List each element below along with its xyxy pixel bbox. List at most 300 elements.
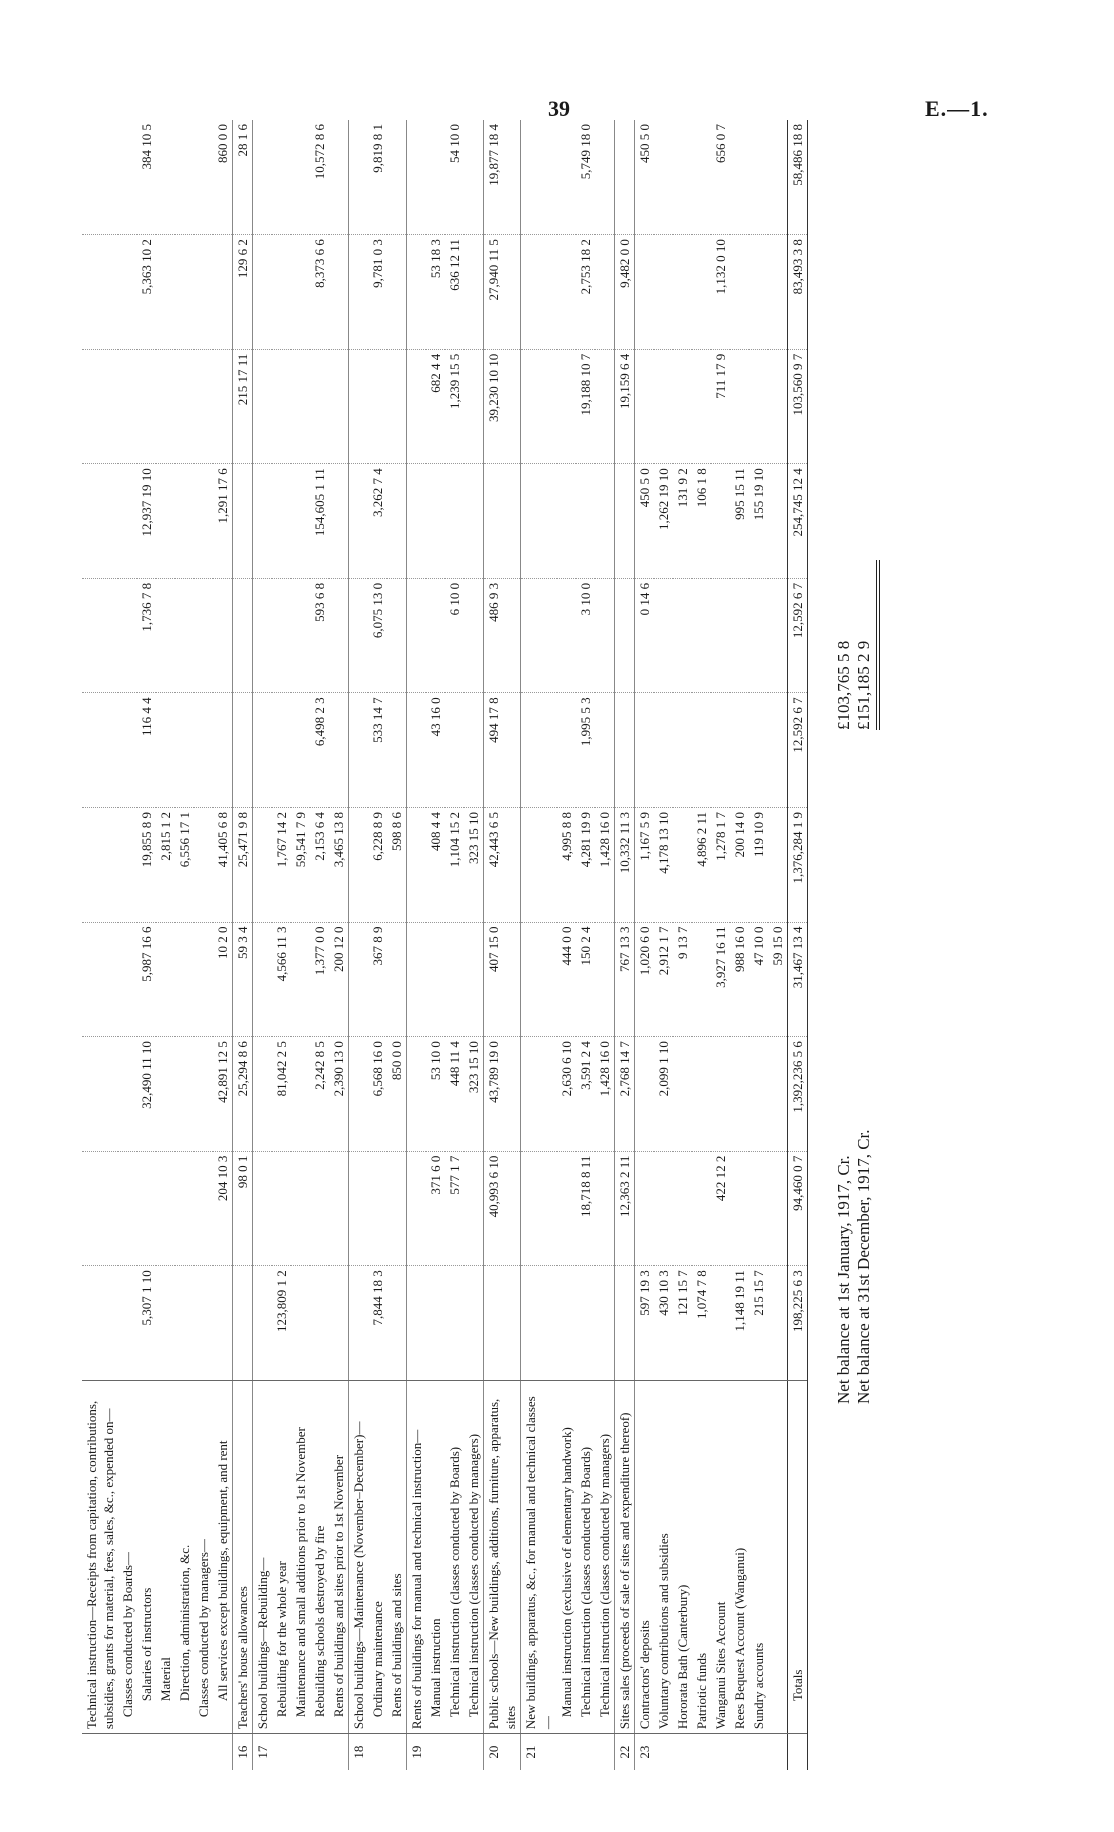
amount-cell xyxy=(407,1151,427,1266)
amount-cell xyxy=(521,1266,558,1381)
row-description: Sundry accounts xyxy=(749,1380,768,1733)
amount-cell xyxy=(387,235,407,350)
amount-cell: 1,995 5 3 xyxy=(576,693,595,808)
amount-cell xyxy=(349,693,369,808)
amount-cell: 215 15 7 xyxy=(749,1266,768,1381)
rotated-table-container xyxy=(82,120,982,1770)
amount-cell xyxy=(387,349,407,464)
amount-cell xyxy=(749,693,768,808)
amount-cell xyxy=(118,464,137,579)
amount-cell: 450 5 0 xyxy=(635,120,655,235)
amount-cell xyxy=(749,235,768,350)
amount-cell: 486 9 3 xyxy=(484,578,521,693)
amount-cell xyxy=(730,235,749,350)
amount-cell: 593 6 8 xyxy=(310,578,329,693)
amount-cell xyxy=(692,120,711,235)
amount-cell: 40,993 6 10 xyxy=(484,1151,521,1266)
amount-cell xyxy=(654,349,673,464)
amount-cell xyxy=(521,464,558,579)
totals-amount-cell: 94,460 0 7 xyxy=(788,1151,808,1266)
amount-cell xyxy=(82,1266,118,1381)
amount-cell xyxy=(521,693,558,808)
amount-cell: 2,099 1 10 xyxy=(654,1037,673,1152)
amount-cell xyxy=(673,235,692,350)
amount-cell xyxy=(310,349,329,464)
amount-cell xyxy=(768,1151,788,1266)
amount-cell xyxy=(175,235,194,350)
amount-cell xyxy=(194,120,213,235)
amount-cell: 577 1 7 xyxy=(445,1151,464,1266)
table-row xyxy=(118,120,137,1770)
amount-cell xyxy=(82,693,118,808)
totals-amount-cell: 83,493 3 8 xyxy=(788,235,808,350)
amount-cell xyxy=(654,120,673,235)
row-description: Voluntary contributions and subsidies xyxy=(654,1380,673,1733)
amount-cell xyxy=(464,235,484,350)
amount-cell: 9,819 8 1 xyxy=(370,124,385,173)
amount-cell: 59 15 0 xyxy=(768,922,788,1037)
amount-cell xyxy=(175,693,194,808)
amount-cell xyxy=(349,1037,369,1152)
amount-cell xyxy=(730,349,749,464)
totals-amount-cell: 198,225 6 3 xyxy=(788,1266,808,1381)
amount-cell: 682 4 4 xyxy=(426,349,445,464)
amount-cell xyxy=(445,1266,464,1381)
amount-cell: 129 6 2 xyxy=(233,235,253,350)
amount-cell xyxy=(768,1266,788,1381)
amount-cell: 3,262 7 4 xyxy=(368,464,387,579)
totals-label: Totals xyxy=(788,1380,808,1733)
amount-cell xyxy=(194,235,213,350)
amount-cell xyxy=(635,1151,655,1266)
row-description: Rees Bequest Account (Wanganui) xyxy=(730,1380,749,1733)
amount-cell xyxy=(118,807,137,922)
table-row xyxy=(557,120,576,1770)
amount-cell xyxy=(387,1151,407,1266)
balance-value-end: £151,185 2 9 xyxy=(854,640,873,730)
amount-cell: 150 2 4 xyxy=(576,922,595,1037)
row-number: 16 xyxy=(233,1734,253,1770)
amount-cell: 430 10 3 xyxy=(654,1266,673,1381)
amount-cell: 450 5 0 xyxy=(635,464,655,579)
row-number xyxy=(156,1734,175,1770)
amount-cell xyxy=(464,120,484,235)
amount-cell xyxy=(692,578,711,693)
amount-cell: 54 10 0 xyxy=(447,124,462,163)
amount-cell xyxy=(349,578,369,693)
amount-cell xyxy=(82,807,118,922)
amount-cell xyxy=(692,922,711,1037)
amount-cell: 2,242 8 5 xyxy=(310,1037,329,1152)
balance-value-start: £103,765 5 8 xyxy=(834,640,853,730)
amount-cell: 18,718 8 11 xyxy=(576,1151,595,1266)
amount-cell xyxy=(175,120,194,235)
amount-cell xyxy=(253,235,273,350)
amount-cell xyxy=(329,235,349,350)
table-row xyxy=(595,120,615,1770)
row-description: Contractors' deposits xyxy=(635,1380,655,1733)
amount-cell: 25,471 9 8 xyxy=(233,807,253,922)
amount-cell xyxy=(194,922,213,1037)
amount-cell: 121 15 7 xyxy=(673,1266,692,1381)
row-number: 22 xyxy=(615,1734,635,1770)
amount-cell xyxy=(768,120,788,235)
amount-cell xyxy=(213,693,233,808)
amount-cell xyxy=(253,1151,273,1266)
amount-cell xyxy=(521,120,558,235)
row-description: Direction, administration, &c. xyxy=(175,1380,194,1733)
amount-cell xyxy=(137,349,156,464)
amount-cell: 116 4 4 xyxy=(137,693,156,808)
amount-cell xyxy=(464,578,484,693)
row-number: 21 xyxy=(521,1734,558,1770)
amount-cell xyxy=(291,578,310,693)
amount-cell xyxy=(156,922,175,1037)
amount-cell xyxy=(595,120,615,235)
row-description: Classes conducted by managers— xyxy=(194,1380,213,1733)
amount-cell xyxy=(595,464,615,579)
balance-label-end: Net balance at 31st December, 1917, Cr. xyxy=(854,1129,873,1404)
amount-cell xyxy=(349,807,369,922)
amount-cell xyxy=(595,235,615,350)
amount-cell xyxy=(156,464,175,579)
table-row xyxy=(654,120,673,1770)
amount-cell: 1,428 16 0 xyxy=(595,807,615,922)
amount-cell xyxy=(118,120,137,235)
amount-cell xyxy=(557,1266,576,1381)
amount-cell xyxy=(464,693,484,808)
amount-cell xyxy=(749,578,768,693)
row-description: Manual instruction (exclusive of elementary handwork) xyxy=(557,1380,576,1733)
amount-cell xyxy=(175,464,194,579)
amount-cell xyxy=(768,578,788,693)
amount-cell xyxy=(673,1037,692,1152)
row-number xyxy=(576,1734,595,1770)
amount-cell: 448 11 4 xyxy=(445,1037,464,1152)
amount-cell xyxy=(557,1151,576,1266)
amount-cell xyxy=(387,693,407,808)
amount-cell: 636 12 11 xyxy=(445,235,464,350)
amount-cell xyxy=(175,1037,194,1152)
amount-cell xyxy=(521,1037,558,1152)
row-number: 18 xyxy=(349,1734,369,1770)
table-row xyxy=(576,120,595,1770)
amount-cell xyxy=(730,578,749,693)
amount-cell xyxy=(692,693,711,808)
amount-cell xyxy=(329,578,349,693)
row-number xyxy=(175,1734,194,1770)
amount-cell xyxy=(635,349,655,464)
amount-cell: 6,498 2 3 xyxy=(310,693,329,808)
amount-cell xyxy=(576,464,595,579)
balance-label-start: Net balance at 1st January, 1917, Cr. xyxy=(834,1155,853,1404)
amount-cell xyxy=(387,1266,407,1381)
amount-cell: 2,753 18 2 xyxy=(576,235,595,350)
table-row xyxy=(213,120,233,1770)
amount-cell xyxy=(673,1151,692,1266)
amount-cell: 4,896 2 11 xyxy=(692,807,711,922)
amount-cell xyxy=(595,578,615,693)
amount-cell xyxy=(464,349,484,464)
amount-cell xyxy=(768,1037,788,1152)
amount-cell: 4,281 19 9 xyxy=(576,807,595,922)
amount-cell: 9,781 0 3 xyxy=(368,235,387,350)
amount-cell: 1,167 5 9 xyxy=(635,807,655,922)
amount-cell xyxy=(521,922,558,1037)
row-number: 17 xyxy=(253,1734,273,1770)
amount-cell xyxy=(654,578,673,693)
amount-cell xyxy=(194,807,213,922)
amount-cell xyxy=(194,578,213,693)
amount-cell xyxy=(253,807,273,922)
row-number xyxy=(595,1734,615,1770)
amount-cell xyxy=(654,693,673,808)
amount-cell xyxy=(156,1037,175,1152)
amount-cell xyxy=(445,464,464,579)
amount-cell: 98 0 1 xyxy=(233,1151,253,1266)
amount-cell: 9 13 7 xyxy=(673,922,692,1037)
amount-cell xyxy=(407,807,427,922)
amount-cell: 43 16 0 xyxy=(426,693,445,808)
amount-cell xyxy=(730,1151,749,1266)
table-row xyxy=(484,120,521,1770)
row-description: School buildings—Maintenance (November–December)— xyxy=(349,1380,369,1733)
amount-cell xyxy=(253,349,273,464)
amount-cell xyxy=(272,349,291,464)
table-row xyxy=(635,120,655,1770)
amount-cell: 2,815 1 2 xyxy=(156,807,175,922)
amount-cell: 1,291 17 6 xyxy=(213,464,233,579)
amount-cell: 19,877 18 4 xyxy=(484,120,521,235)
row-number xyxy=(768,1734,788,1770)
row-number xyxy=(368,1734,387,1770)
amount-cell: 6,568 16 0 xyxy=(368,1037,387,1152)
amount-cell xyxy=(711,1037,730,1152)
amount-cell: 19,188 10 7 xyxy=(576,349,595,464)
amount-cell: 123,809 1 2 xyxy=(272,1266,291,1381)
row-description: Classes conducted by Boards— xyxy=(118,1380,137,1733)
row-description: New buildings, apparatus, &c., for manual and technical classes— xyxy=(521,1380,558,1733)
amount-cell xyxy=(521,578,558,693)
amount-cell xyxy=(272,120,291,235)
amount-cell xyxy=(349,120,369,235)
amount-cell xyxy=(521,807,558,922)
table-row xyxy=(310,120,329,1770)
amount-cell xyxy=(635,235,655,350)
amount-cell xyxy=(82,120,118,235)
row-description: Rebuilding schools destroyed by fire xyxy=(310,1380,329,1733)
amount-cell: 8,373 6 6 xyxy=(310,235,329,350)
totals-amount-cell: 254,745 12 4 xyxy=(788,464,808,579)
amount-cell: 711 17 9 xyxy=(711,349,730,464)
row-description: Maintenance and small additions prior to 1st November xyxy=(291,1380,310,1733)
totals-amount-cell: 58,486 18 8 xyxy=(788,120,808,235)
row-description: Technical instruction (classes conducted by managers) xyxy=(595,1380,615,1733)
row-number xyxy=(82,1734,118,1770)
amount-cell xyxy=(118,235,137,350)
amount-cell: 1,428 16 0 xyxy=(595,1037,615,1152)
amount-cell xyxy=(82,578,118,693)
table-row xyxy=(272,120,291,1770)
amount-cell: 323 15 10 xyxy=(464,1037,484,1152)
amount-cell: 10 2 0 xyxy=(213,922,233,1037)
amount-cell: 3,591 2 4 xyxy=(576,1037,595,1152)
row-description: School buildings—Rebuilding— xyxy=(253,1380,273,1733)
amount-cell xyxy=(118,1037,137,1152)
row-description: Technical instruction (classes conducted by Boards) xyxy=(576,1380,595,1733)
row-number xyxy=(730,1734,749,1770)
amount-cell xyxy=(521,349,558,464)
amount-cell: 59 3 4 xyxy=(233,922,253,1037)
amount-cell: 1,020 6 0 xyxy=(635,922,655,1037)
amount-cell: 860 0 0 xyxy=(215,124,230,163)
amount-cell xyxy=(118,1266,137,1381)
amount-cell: 9,482 0 0 xyxy=(615,235,635,350)
amount-cell: 215 17 11 xyxy=(233,349,253,464)
amount-cell xyxy=(329,693,349,808)
row-number xyxy=(692,1734,711,1770)
row-description: Technical instruction (classes conducted by Boards) xyxy=(445,1380,464,1733)
amount-cell xyxy=(175,1151,194,1266)
amount-cell: 200 12 0 xyxy=(329,922,349,1037)
amount-cell xyxy=(156,693,175,808)
amount-cell xyxy=(213,1266,233,1381)
amount-cell: 12,363 2 11 xyxy=(615,1151,635,1266)
table-body xyxy=(82,120,808,1770)
amount-cell: 4,995 8 8 xyxy=(557,807,576,922)
row-number xyxy=(749,1734,768,1770)
amount-cell: 47 10 0 xyxy=(749,922,768,1037)
amount-cell xyxy=(635,693,655,808)
amount-cell xyxy=(654,235,673,350)
amount-cell xyxy=(768,807,788,922)
row-number: 19 xyxy=(407,1734,427,1770)
amount-cell xyxy=(768,235,788,350)
table-row xyxy=(673,120,692,1770)
amount-cell xyxy=(291,1037,310,1152)
amount-cell xyxy=(692,349,711,464)
amount-cell xyxy=(557,349,576,464)
amount-cell: 204 10 3 xyxy=(213,1151,233,1266)
amount-cell: 1,377 0 0 xyxy=(310,922,329,1037)
amount-cell xyxy=(407,349,427,464)
amount-cell: 25,294 8 6 xyxy=(233,1037,253,1152)
amount-cell xyxy=(635,1037,655,1152)
amount-cell xyxy=(156,1151,175,1266)
amount-cell xyxy=(368,349,387,464)
amount-cell xyxy=(82,349,118,464)
amount-cell: 2,768 14 7 xyxy=(615,1037,635,1152)
amount-cell xyxy=(445,922,464,1037)
amount-cell xyxy=(349,235,369,350)
amount-cell xyxy=(349,1266,369,1381)
amount-cell: 2,153 6 4 xyxy=(310,807,329,922)
row-description: Rents of buildings and sites prior to 1st November xyxy=(329,1380,349,1733)
amount-cell: 5,363 10 2 xyxy=(137,235,156,350)
row-description: Sites sales (proceeds of sale of sites and expenditure thereof) xyxy=(615,1380,635,1733)
amount-cell xyxy=(253,120,273,235)
amount-cell xyxy=(175,922,194,1037)
amount-cell xyxy=(291,1151,310,1266)
table-row xyxy=(768,120,788,1770)
amount-cell xyxy=(291,349,310,464)
amount-cell xyxy=(233,578,253,693)
amount-cell xyxy=(82,922,118,1037)
table-row xyxy=(329,120,349,1770)
row-number xyxy=(272,1734,291,1770)
row-number xyxy=(711,1734,730,1770)
amount-cell: 5,749 18 0 xyxy=(578,124,593,180)
amount-cell: 1,104 15 2 xyxy=(445,807,464,922)
amount-cell xyxy=(310,1266,329,1381)
amount-cell xyxy=(615,120,635,235)
table-row xyxy=(137,120,156,1770)
amount-cell xyxy=(521,235,558,350)
amount-cell xyxy=(175,1266,194,1381)
row-description: Technical instruction (classes conducted by managers) xyxy=(464,1380,484,1733)
amount-cell xyxy=(615,693,635,808)
amount-cell xyxy=(557,120,576,235)
table-row xyxy=(175,120,194,1770)
table-row xyxy=(291,120,310,1770)
amount-cell xyxy=(156,1266,175,1381)
amount-cell xyxy=(521,1151,558,1266)
amount-cell xyxy=(615,578,635,693)
totals-amount-cell: 1,392,236 5 6 xyxy=(788,1037,808,1152)
amount-cell xyxy=(692,235,711,350)
amount-cell: 1,239 15 5 xyxy=(445,349,464,464)
double-rule xyxy=(876,560,880,730)
amount-cell xyxy=(291,120,310,235)
amount-cell: 12,937 19 10 xyxy=(137,464,156,579)
amount-cell: 6,556 17 1 xyxy=(175,807,194,922)
amount-cell xyxy=(407,235,427,350)
amount-cell xyxy=(426,578,445,693)
amount-cell: 119 10 9 xyxy=(749,807,768,922)
amount-cell xyxy=(272,464,291,579)
amount-cell xyxy=(407,693,427,808)
amount-cell: 6 10 0 xyxy=(445,578,464,693)
row-description: Manual instruction xyxy=(426,1380,445,1733)
amount-cell xyxy=(272,235,291,350)
amount-cell xyxy=(291,1266,310,1381)
amount-cell xyxy=(118,693,137,808)
amount-cell: 371 6 0 xyxy=(426,1151,445,1266)
amount-cell xyxy=(407,120,427,235)
amount-cell xyxy=(426,922,445,1037)
amount-cell xyxy=(194,464,213,579)
amount-cell: 32,490 11 10 xyxy=(137,1037,156,1152)
amount-cell xyxy=(156,578,175,693)
table-row xyxy=(194,120,213,1770)
table-row xyxy=(730,120,749,1770)
amount-cell: 597 19 3 xyxy=(635,1266,655,1381)
row-number xyxy=(387,1734,407,1770)
amount-cell: 1,132 0 10 xyxy=(711,235,730,350)
amount-cell xyxy=(349,922,369,1037)
amount-cell: 41,405 6 8 xyxy=(213,807,233,922)
amount-cell xyxy=(253,922,273,1037)
amount-cell xyxy=(213,349,233,464)
amount-cell: 3,465 13 8 xyxy=(329,807,349,922)
amount-cell xyxy=(175,578,194,693)
totals-amount-cell: 12,592 6 7 xyxy=(788,578,808,693)
amount-cell: 6,075 13 0 xyxy=(368,578,387,693)
table-row xyxy=(253,120,273,1770)
amount-cell xyxy=(213,235,233,350)
amount-cell xyxy=(426,464,445,579)
amount-cell xyxy=(329,464,349,579)
